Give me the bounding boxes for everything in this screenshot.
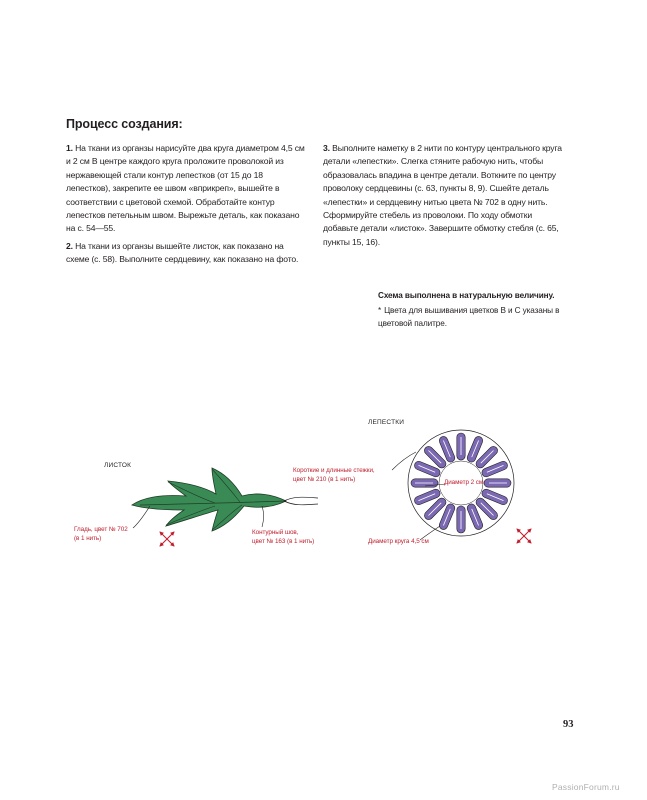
step-1-text: На ткани из органзы нарисуйте два круга диаметром 4,5 см и 2 см В центре каждого круга проложите проволокой из нержавеющей стали контур лепестков (от 15 до 18 лепестков), закрепите ее швом «вприкреп», вышейте в соответствии с цветовой схемой. Обработайте контур лепестков петельным швом. Вырежьте деталь, как показано на с. 54—55. [66, 143, 305, 234]
scale-arrows-icon [517, 529, 531, 543]
outline-label-line-2: цвет № 163 (в 1 нить) [252, 538, 315, 545]
page-number: 93 [563, 719, 574, 730]
stitches-label [293, 466, 375, 484]
step-2-number: 2. [66, 240, 73, 251]
satin-label [74, 525, 128, 543]
outline-pointer [262, 506, 264, 527]
satin-label-line-2: (в 1 нить) [74, 535, 102, 542]
scale-arrows-icon [160, 532, 174, 546]
leaf-stem-wire [284, 497, 318, 505]
outline-label-line-1: Контурный шов, [252, 529, 299, 536]
section-heading: Процесс создания: [66, 117, 183, 131]
petal [484, 479, 511, 487]
scheme-note-body: Цвета для вышивания цветков В и С указаны в цветовой палитре. [378, 306, 560, 328]
step-3-number: 3. [323, 143, 330, 153]
satin-pointer [133, 506, 150, 528]
step-3-text: Выполните наметку в 2 нити по контуру центрального круга детали «лепестки». Слегка стяните рабочую нить, чтобы образовалась впадина в центре детали. Воткните по центру проволоку сердцевины (с. 63, пункты 8, 9). Сшейте деталь «лепестки» и сердцевину нитью цвета № 702 в одну нить. Сформируйте стебель из проволоки. По ходу обмотки добавьте детали «листок». Завершите обмотку стебля (с. 65, пункты 15, 16). [323, 143, 562, 247]
stitches-label-line-1: Короткие и длинные стежки, [293, 467, 375, 474]
scheme-note-title: Схема выполнена в натуральную величину. [378, 291, 555, 300]
leaf-title: ЛИСТОК [104, 462, 132, 469]
petal [457, 433, 465, 460]
petal [457, 506, 465, 533]
step-1-number: 1. [66, 143, 73, 153]
petals-title: ЛЕПЕСТКИ [368, 419, 405, 426]
inner-diameter-label: Диаметр 2 см [444, 479, 484, 486]
outline-label [252, 528, 314, 546]
satin-label-line-1: Гладь, цвет № 702 [74, 526, 128, 533]
petal [411, 479, 438, 487]
step-2-text: На ткани из органзы вышейте листок, как показано на схеме (с. 58). Выполните сердцевину, как показано на фото. [66, 240, 299, 265]
stitches-label-line-2: цвет № 210 (в 1 нить) [293, 476, 356, 483]
asterisk: * [378, 306, 382, 315]
outer-diameter-label: Диаметр круга 4,5 см [368, 538, 429, 545]
watermark: PassionForum.ru [552, 782, 620, 792]
